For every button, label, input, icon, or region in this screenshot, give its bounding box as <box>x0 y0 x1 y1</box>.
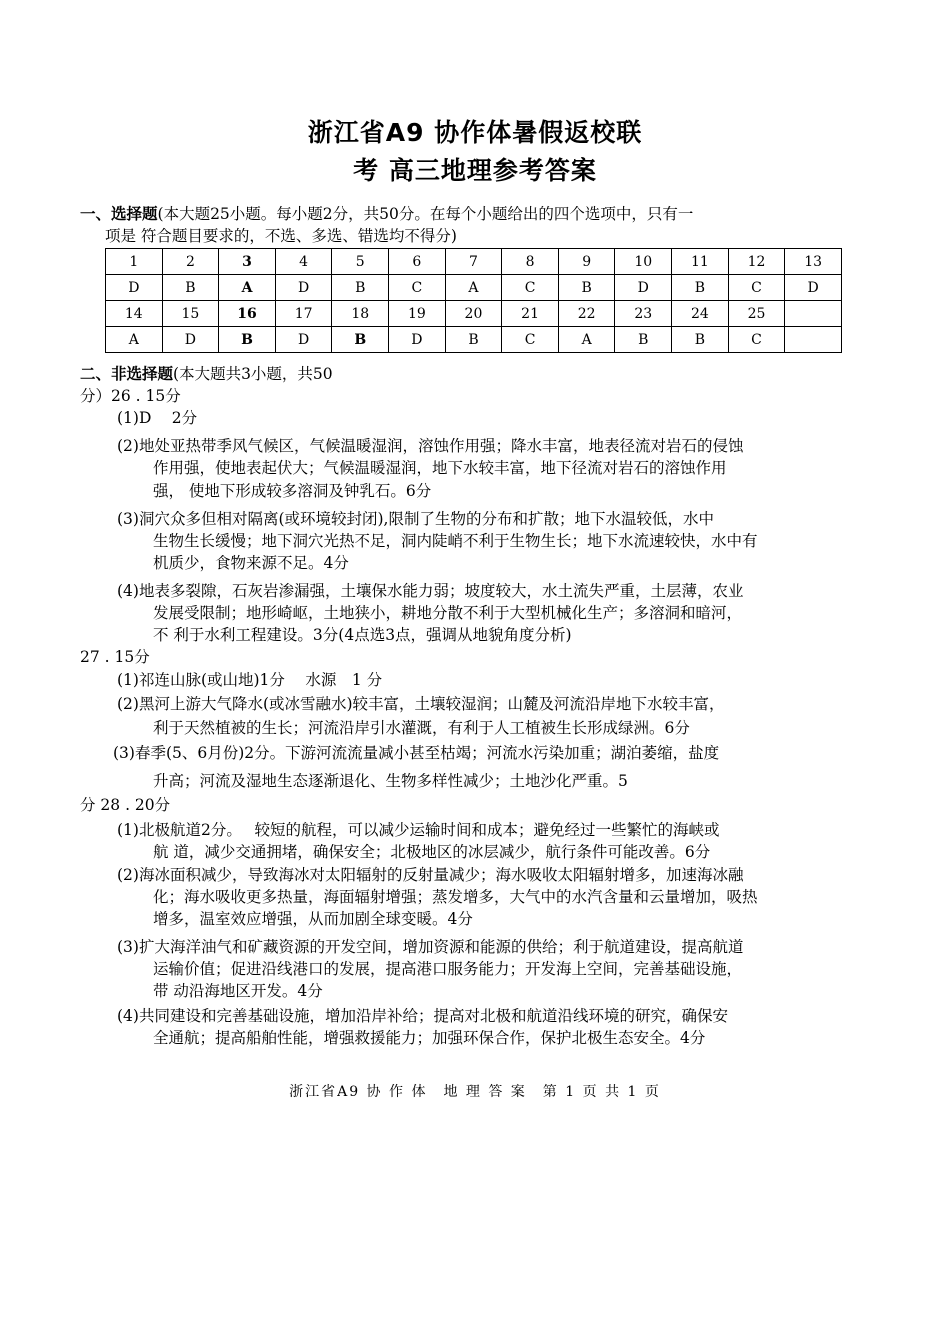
q27-part3-line2: 升高；河流及湿地生态逐渐退化、生物多样性减少；土地沙化严重。5 <box>153 772 628 790</box>
answer-table-cell: 12 <box>728 249 785 275</box>
q28-part1-line2: 航 道，减少交通拥堵，确保安全；北极地区的冰层减少，航行条件可能改善。6分 <box>153 843 711 861</box>
section2-heading: 二、非选择题 <box>80 364 174 383</box>
answer-table-cell: 22 <box>558 301 615 327</box>
answer-table-cell: 7 <box>445 249 502 275</box>
q26-part3-line2: 生物生长缓慢；地下洞穴光热不足，洞内陡峭不利于生物生长；地下水流速较快，水中有 <box>153 532 758 550</box>
q27-part2-line1: (2)黑河上游大气降水(或冰雪融水)较丰富，土壤较湿润；山麓及河流沿岸地下水较丰富， <box>117 695 725 713</box>
answer-table-cell: 1 <box>106 249 163 275</box>
answer-table-cell: B <box>162 275 219 301</box>
q28-part2-line1: (2)海冰面积减少，导致海冰对太阳辐射的反射量减少；海水吸收太阳辐射增多，加速海冰融 <box>117 866 744 884</box>
answer-table-cell: 15 <box>162 301 219 327</box>
answer-table-cell: C <box>728 327 785 353</box>
q27-part2-line2: 利于天然植被的生长；河流沿岸引水灌溉，有利于人工植被生长形成绿洲。6分 <box>153 719 690 737</box>
q28-part2-line3: 增多，温室效应增强，从而加剧全球变暖。4分 <box>153 910 473 928</box>
q26-part1: (1)D 2分 <box>117 409 198 427</box>
answer-table-cell: D <box>106 275 163 301</box>
answer-table-cell: 11 <box>672 249 729 275</box>
answer-table-row <box>106 275 842 301</box>
answer-table-cell: 13 <box>785 249 842 275</box>
answer-table-cell: D <box>389 327 446 353</box>
answer-table-cell: 16 <box>219 301 276 327</box>
answer-table-cell: 2 <box>162 249 219 275</box>
answer-table-cell <box>785 301 842 327</box>
q26-part2-line3: 强， 使地下形成较多溶洞及钟乳石。6分 <box>153 482 432 500</box>
answer-table-cell: B <box>332 275 389 301</box>
answer-table-cell: A <box>219 275 276 301</box>
answer-table-cell: 18 <box>332 301 389 327</box>
answer-table-cell: D <box>275 327 332 353</box>
section1-desc-1: (本大题25小题。每小题2分，共50分。在每个小题给出的四个选项中，只有一 <box>157 205 694 223</box>
answer-table-cell <box>785 327 842 353</box>
answer-table-cell: 4 <box>275 249 332 275</box>
q26-header: 分）26 . 15分 <box>80 387 181 405</box>
q28-part2-line2: 化；海水吸收更多热量，海面辐射增强；蒸发增多，大气中的水汽含量和云量增加，吸热 <box>153 888 758 906</box>
q26-part4-line3: 不 利于水利工程建设。3分(4点选3点，强调从地貌角度分析) <box>153 626 572 644</box>
section2-desc: (本大题共3小题，共50 <box>173 365 333 383</box>
q28-part4-line2: 全通航；提高船舶性能，增强救援能力；加强环保合作，保护北极生态安全。4分 <box>153 1029 706 1047</box>
answer-table-cell: 21 <box>502 301 559 327</box>
answer-table-row <box>106 249 842 275</box>
answer-table-cell: C <box>502 275 559 301</box>
q27-part3-line1: (3)春季(5、6月份)2分。下游河流流量减小甚至枯竭；河流水污染加重；湖泊萎缩，盐度 <box>113 744 720 762</box>
answer-table-cell: D <box>615 275 672 301</box>
answer-table-cell: D <box>275 275 332 301</box>
q28-part3-line1: (3)扩大海洋油气和矿藏资源的开发空间，增加资源和能源的供给；利于航道建设，提高航道 <box>117 938 744 956</box>
answer-table-cell: B <box>558 275 615 301</box>
q28-part3-line3: 带 动沿海地区开发。4分 <box>153 982 323 1000</box>
answer-table-cell: 5 <box>332 249 389 275</box>
answer-table-cell: 6 <box>389 249 446 275</box>
answer-table-cell: 10 <box>615 249 672 275</box>
answer-table-cell: 9 <box>558 249 615 275</box>
answer-table-cell: 17 <box>275 301 332 327</box>
answer-table-row <box>106 327 842 353</box>
answer-table-cell: D <box>162 327 219 353</box>
answer-table-cell: D <box>785 275 842 301</box>
answer-table-cell: B <box>445 327 502 353</box>
q26-part3-line3: 机质少，食物来源不足。4分 <box>153 554 349 572</box>
q27-header: 27 . 15分 <box>80 648 150 666</box>
answer-table-cell: 14 <box>106 301 163 327</box>
answer-table-row <box>106 301 842 327</box>
answer-table-cell: 8 <box>502 249 559 275</box>
q28-header: 分 28 . 20分 <box>80 796 171 814</box>
section2-heading-line <box>80 363 333 385</box>
answer-table-cell: B <box>672 327 729 353</box>
answer-table-cell: C <box>389 275 446 301</box>
answer-table-cell: B <box>332 327 389 353</box>
answer-table-cell: B <box>615 327 672 353</box>
answer-table-cell: 24 <box>672 301 729 327</box>
q28-part3-line2: 运输价值；促进沿线港口的发展，提高港口服务能力；开发海上空间，完善基础设施， <box>153 960 743 978</box>
answer-table-cell: C <box>502 327 559 353</box>
q27-part1: (1)祁连山脉(或山地)1分 水源 1 分 <box>117 671 383 689</box>
answer-table-cell: 3 <box>219 249 276 275</box>
q26-part4-line2: 发展受限制；地形崎岖，土地狭小，耕地分散不利于大型机械化生产；多溶洞和暗河， <box>153 604 743 622</box>
doc-title-line1: 浙江省A9 协作体暑假返校联 <box>307 118 643 147</box>
doc-title-line2: 考 高三地理参考答案 <box>353 156 597 185</box>
page-footer: 浙江省A9 协 作 体 地 理 答 案 第 1 页 共 1 页 <box>289 1084 661 1100</box>
q28-part4-line1: (4)共同建设和完善基础设施，增加沿岸补给；提高对北极和航道沿线环境的研究，确保安 <box>117 1007 728 1025</box>
section1-heading-line <box>80 203 693 225</box>
answer-table-cell: B <box>219 327 276 353</box>
section1-heading: 一、选择题 <box>80 204 158 223</box>
answer-table-cell: 20 <box>445 301 502 327</box>
q28-part1-line1: (1)北极航道2分。 较短的航程，可以减少运输时间和成本；避免经过一些繁忙的海峡或 <box>117 821 720 839</box>
answer-table-cell: 23 <box>615 301 672 327</box>
q26-part2-line1: (2)地处亚热带季风气候区，气候温暖湿润，溶蚀作用强；降水丰富，地表径流对岩石的侵蚀 <box>117 437 744 455</box>
answer-table-cell: 19 <box>389 301 446 327</box>
section1-desc-2: 项是 符合题目要求的，不选、多选、错选均不得分) <box>105 227 457 245</box>
answer-table-cell: 25 <box>728 301 785 327</box>
q26-part2-line2: 作用强，使地表起伏大；气候温暖湿润，地下水较丰富，地下径流对岩石的溶蚀作用 <box>153 459 727 477</box>
answer-table-cell: A <box>106 327 163 353</box>
answer-table <box>105 248 842 353</box>
answer-table-cell: A <box>558 327 615 353</box>
q26-part3-line1: (3)洞穴众多但相对隔离(或环境较封闭),限制了生物的分布和扩散；地下水温较低，水中 <box>117 510 714 528</box>
answer-table-cell: A <box>445 275 502 301</box>
q26-part4-line1: (4)地表多裂隙，石灰岩渗漏强，土壤保水能力弱；坡度较大，水土流失严重，土层薄，农业 <box>117 582 744 600</box>
answer-table-cell: B <box>672 275 729 301</box>
answer-table-cell: C <box>728 275 785 301</box>
